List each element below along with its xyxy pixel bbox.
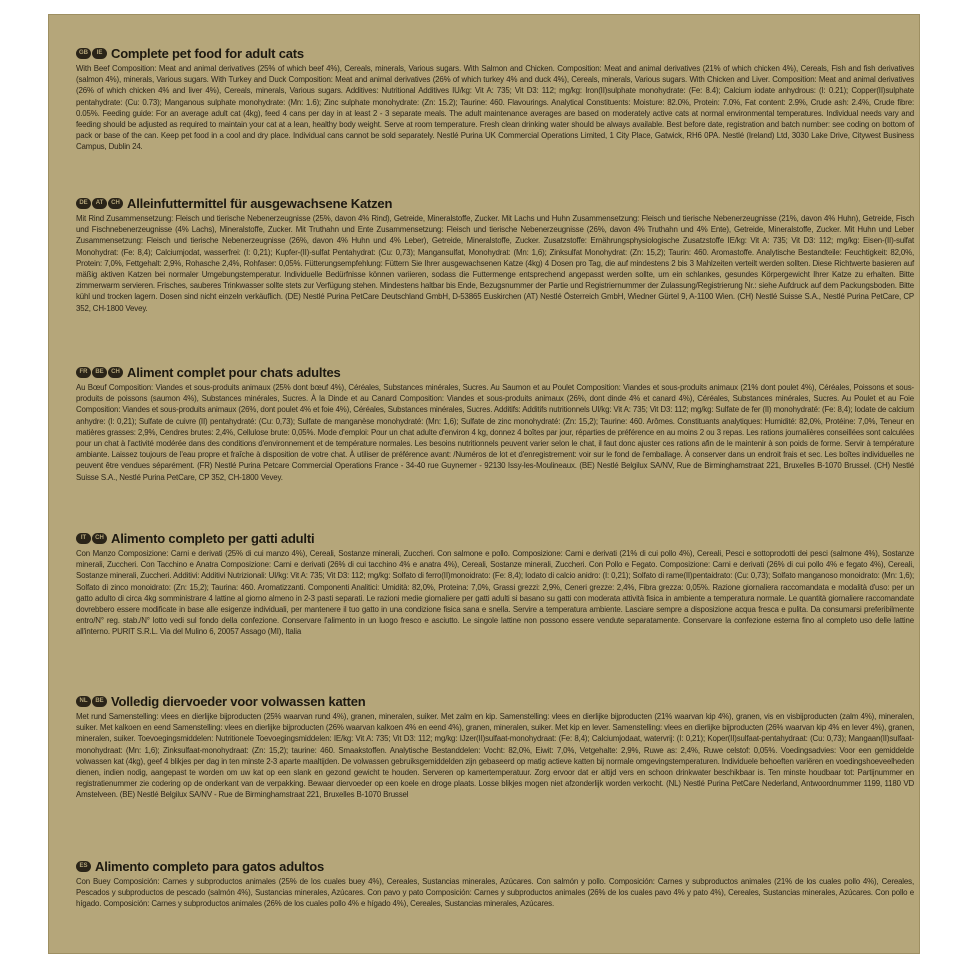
country-code-badge: ES: [76, 861, 91, 872]
section-fr: [76, 363, 914, 483]
label-panel: [48, 14, 920, 954]
section-heading: Complete pet food for adult cats: [111, 45, 304, 61]
section-heading: Alimento completo per gatti adulti: [111, 530, 315, 546]
country-badges: [76, 48, 108, 59]
section-heading: Aliment complet pour chats adultes: [127, 364, 341, 380]
country-badges: [76, 367, 124, 378]
section-header: [76, 44, 914, 62]
country-code-badge: FR: [76, 367, 91, 378]
country-code-badge: IT: [76, 533, 91, 544]
country-code-badge: BE: [92, 696, 107, 707]
section-body: Con Buey Composición: Carnes y subproductos animales (25% de los cuales buey 4%), Cereales, Sustancias minerales, Azúcares. Con salmón y pollo. Composición: Carnes y subproductos animales (21% de los cuales pollo 4%), Cereales, Pescados y subproductos de pescado (salmón 4%), Sustancias minerales, Azúcares. Con pavo y pato Composición: Carnes y subproductos animales (26% de los cuales pavo 4% y pato 4%), Cereales, Sustancias minerales, Azúcares. Con pollo e hígado. Composición: Carnes y subproductos animales (26% de los cuales pollo 4% e hígado 4%), Cereales, Sustancias minerales, Azúcares.: [76, 877, 914, 909]
country-code-badge: CH: [92, 533, 107, 544]
country-code-badge: GB: [76, 48, 91, 59]
country-code-badge: AT: [92, 198, 107, 209]
section-heading: Alleinfuttermittel für ausgewachsene Katzen: [127, 195, 393, 211]
section-en: [76, 44, 914, 153]
country-code-badge: DE: [76, 198, 91, 209]
section-body: Met rund Samenstelling: vlees en dierlijke bijproducten (25% waarvan rund 4%), granen, mineralen, suiker. Met zalm en kip. Samenstelling: vlees en dierlijke bijproducten (21% waarvan kip 4%), granen, vis en visbijproducten (zalm 4%), mineralen, suiker. Met kalkoen en eend Samenstelling: vlees en dierlijke bijproducten (26% waarvan kalkoen 4% en eend 4%), granen, mineralen, suiker. Met kip en lever. Samenstelling: vlees en dierlijke bijproducten (26% waarvan kip 4% en lever 4%), granen, mineralen, suiker. Toevoegingsmiddelen: Nutritionele Toevoegingsmiddelen: IE/kg: Vit A: 735; Vit D3: 112; mg/kg: IJzer(II)sulfaat-monohydraat: (Fe: 8,4); Calciumjodaat, watervrij: (I: 0,21); Koper(II)sulfaat-pentahydraat: (Cu: 0,73); Mangaan(II)sulfaat-monohydraat: (Mn: 1,6); Zinksulfaat-monohydraat: (Zn: 15,2); taurine: 460. Smaakstoffen. Analytische Bestanddelen: Vocht: 82,0%, Eiwit: 7,0%, Vetgehalte: 2,9%, Ruwe as: 2,4%, Ruwe celstof: 0,05%. Voedingsadvies: Voor een gemiddelde volwassen kat (4kg), geef 4 blikjes per dag in ten minste 2-3 aparte maaltijden. De volwassen gebruiksgemiddelden zijn gebaseerd op matig actieve katten bij normale omgevingstemperaturen. Individuele behoeften variëren en voedingshoeveelheden dienen, indien nodig, aangepast te worden om uw kat op een slank en gezond gewicht te houden. Serveren op kamertemperatuur. Zorg ervoor dat er altijd vers en schoon drinkwater beschikbaar is. Ten minste houdbaar tot: Partijnummer en registratienummer zie codering op de onderkant van de verpakking. Bewaar diervoeder op een koele en droge plaats. Losse blikjes mogen niet afzonderlijk worden verkocht. (NL) Nestlé Purina PetCare Nederland, Antwoordnummer 1199, 1180 VD Amstelveen. (BE) Nestlé Belgilux SA/NV - Rue de Birminghamstraat 221, Bruxelles B-1070 Brussel: [76, 712, 914, 800]
country-code-badge: CH: [108, 367, 123, 378]
country-badges: [76, 696, 108, 707]
section-header: [76, 194, 914, 212]
country-code-badge: IE: [92, 48, 107, 59]
section-header: [76, 857, 914, 875]
section-body: Mit Rind Zusammensetzung: Fleisch und tierische Nebenerzeugnisse (25%, davon 4% Rind), Getreide, Mineralstoffe, Zucker. Mit Lachs und Huhn Zusammensetzung: Fleisch und tierische Nebenerzeugnisse (21%, davon 4% Huhn), Getreide, Fisch und Fischnebenerzeugnisse (4% Lachs), Mineralstoffe, Zucker. Mit Truthahn und Ente Zusammensetzung: Fleisch und tierische Nebenerzeugnisse (26%, davon 4% Truthahn und 4% Ente), Getreide, Mineralstoffe, Zucker. Mit Huhn und Leber Zusammensetzung: Fleisch und tierische Nebenerzeugnisse (26%, davon 4% Huhn und 4% Leber), Getreide, Mineralstoffe, Zucker. Zusatzstoffe: Ernährungsphysiologische Zusatzstoffe IE/kg: Vit A: 735; Vit D3: 112; mg/kg: Eisen-(II)-sulfat Monohydrat: (Fe: 8,4); Calciumjodat, wasserfrei: (I: 0,21); Kupfer-(II)-sulfat Pentahydrat: (Cu: 0,73); Mangansulfat, Monohydrat: (Mn: 1,6); Zinksulfat Monohydrat: (Zn: 15,2); Taurin: 460. Aromastoffe. Analytische Bestandteile: Feuchtigkeit: 82,0%, Protein: 7,0%, Fettgehalt: 2,9%, Rohasche 2,4%, Rohfaser: 0,05%. Fütterungsempfehlung: Füttern Sie Ihrer ausgewachsenen Katze (4kg) 4 Dosen pro Tag, die auf mindestens 2 bis 3 Mahlzeiten verteilt werden sollten. Diese Richtwerte basieren auf mäßig aktiven Katzen bei normaler Umgebungstemperatur. Individuelle Bedürfnisse können variieren, sodass die Futtermenge entsprechend angepasst werden sollte, um ein schlankes, gesundes Körpergewicht Ihrer Katze zu erhalten. Bitte zimmerwarm servieren. Frisches, sauberes Trinkwasser sollte stets zur Verfügung stehen. Mindestens haltbar bis Ende, Bezugsnummer der Partie und Registriernummer der Zulassung/Registrierung Nr.: siehe Aufdruck auf dem Packungsboden. Bitte kühl und trocken lagern. Dosen sind nicht einzeln verkäuflich. (DE) Nestlé Purina PetCare Deutschland GmbH, D-53865 Euskirchen (AT) Nestlé Österreich GmbH, Wiedner Gürtel 9, A-1100 Wien. (CH) Nestlé Suisse S.A., Nestlé Purina PetCare, CP 352, CH-1800 Vevey.: [76, 214, 914, 313]
country-badges: [76, 198, 124, 209]
section-es: [76, 857, 914, 910]
section-body: With Beef Composition: Meat and animal derivatives (25% of which beef 4%), Cereals, minerals, Various sugars. With Salmon and Chicken. Composition: Meat and animal derivatives (21% of which chicken 4%), Cereals, Fish and fish derivatives (salmon 4%), minerals, Various sugars. With Turkey and Duck Composition: Meat and animal derivatives (26% of which turkey 4% and duck 4%), Cereals, minerals, Various sugars. With Chicken and Liver. Composition: Meat and animal derivatives (26% of which chicken 4% and liver 4%), Cereals, minerals, Various sugars. Additives: Nutritional Additives IU/kg: Vit A: 735; Vit D3: 112; mg/kg: Iron(II)sulphate monohydrate: (Fe: 8.4); Calcium iodate anhydrous: (I: 0.21); Copper(II)sulphate pentahydrate: (Cu: 0.73); Manganous sulphate monohydrate: (Mn: 1.6); Zinc sulphate monohydrate: (Zn: 15.2); Taurine: 460. Flavourings. Analytical Constituents: Moisture: 82.0%, Protein: 7.0%, Fat content: 2.9%, Crude ash: 2.4%, Crude fibre: 0.05%. Feeding guide: For an average adult cat (4kg), feed 4 cans per day in at least 2 - 3 separate meals. The adult maintenance averages are based on moderately active cats at normal environmental temperatures. Individual needs vary and feeding should be adjusted as required to maintain your cat at a lean, healthy body weight. Serve at room temperature. Fresh clean drinking water should be always available. Best before date, registration and batch number: see coding on bottom of pack or base of the can. Keep pet food in a cool and dry place. Individual cans cannot be sold separately. Nestlé Purina UK Commercial Operations Limited, 1 City Place, Gatwick, RH6 0PA. Nestlé (Ireland) Ltd, 3030 Lake Drive, Citywest Business Campus, Dublin 24.: [76, 64, 914, 152]
country-badges: [76, 533, 108, 544]
country-code-badge: NL: [76, 696, 91, 707]
section-it: [76, 529, 914, 638]
country-badges: [76, 861, 92, 872]
section-header: [76, 529, 914, 547]
section-heading: Alimento completo para gatos adultos: [95, 858, 324, 874]
section-body: Con Manzo Composizione: Carni e derivati (25% di cui manzo 4%), Cereali, Sostanze minerali, Zuccheri. Con salmone e pollo. Composizione: Carni e derivati (21% di cui pollo 4%), Cereali, Pesci e sottoprodotti dei pesci (salmone 4%), Sostanze minerali, Zuccheri. Con Tacchino e Anatra Composizione: Carni e derivati (26% di cui tacchino 4% e anatra 4%), Cereali, Sostanze minerali, Zuccheri. Con Pollo e Fegato. Composizione: Carni e derivati (26% di cui pollo 4% e fegato 4%), Cereali, Sostanze minerali, Zuccheri. Additivi: Additivi Nutrizionali: UI/kg: Vit A: 735; Vit D3: 112; mg/kg: Solfato di ferro(II)monoidrato: (Fe: 8,4); Iodato di calcio anidro: (I: 0,21); Solfato di rame(II)pentaidrato: (Cu: 0,73); Solfato manganoso monoidrato: (Mn: 1,6); Solfato di zinco monoidrato: (Zn: 15,2); Taurina: 460. Aromatizzanti. Componenti Analitici: Umidità: 82,0%, Proteina: 7,0%, Grassi grezzi: 2,9%, Ceneri grezze: 2,4%, Fibra grezza: 0,05%. Razione giornaliera raccomandata e modalità d'uso: per un gatto adulto di circa 4kg somministrare 4 lattine al giorno almeno in 2-3 pasti separati. Le razioni medie giornaliere per gatti adulti si basano su gatti con moderata attività fisica in ambiente a temperatura normale. Le quantità giornaliere raccomandate dovrebbero essere modificate in base alle esigenze individuali, per mantenere il tuo gatto in una condizione fisica sana e snella. Servire a temperatura ambiente. Lasciare sempre a disposizione acqua fresca e pulita. Da consumarsi preferibilmente entro/N° reg. stab./N° lotto vedi sul fondo della confezione. Conservare l'alimento in un luogo fresco e asciutto. Le singole lattine non possono essere vendute separatamente. Conservare la confezione esterna fino al completo uso delle lattine all'interno. PURIT S.R.L. Via del Mulino 6, 20057 Assago (MI), Italia: [76, 549, 914, 637]
section-header: [76, 363, 914, 381]
section-heading: Volledig diervoeder voor volwassen katten: [111, 693, 366, 709]
section-body: Au Bœuf Composition: Viandes et sous-produits animaux (25% dont bœuf 4%), Céréales, Substances minérales, Sucres. Au Saumon et au Poulet Composition: Viandes et sous-produits animaux (21% dont poulet 4%), Céréales, Poissons et sous-produits de poissons (saumon 4%), Substances minérales, Sucres. À la Dinde et au Canard Composition: Viandes et sous-produits animaux (26%, dont dinde 4% et canard 4%), Céréales, Substances minérales, Sucres. Au Poulet et au Foie Composition: Viandes et sous-produits animaux (26%, dont poulet 4% et foie 4%), Céréales, Substances minérales, Sucres. Additifs: Additifs nutritionnels UI/kg: Vit A: 735; Vit D3: 112; mg/kg: Sulfate de fer (II) monohydraté: (Fe: 8,4); Iodate de calcium anhydre: (I: 0,21); Sulfate de cuivre (II) pentahydraté: (Cu: 0,73); Sulfate de manganèse monohydraté: (Mn: 1,6); Sulfate de zinc monohydraté: (Zn: 15,2); Taurine: 460. Arômes. Constituants analytiques: Humidité: 82,0%, Protéine: 7,0%, Teneur en matières grasses: 2,9%, Cendres brutes: 2,4%, Cellulose brute: 0,05%. Mode d'emploi: Pour un chat adulte d'environ 4 kg, donnez 4 boîtes par jour, réparties de préférence en au moins 2 ou 3 repas. Les rations journalières conseillées sont calculées pour un chat à l'activité modérée dans des conditions d'environnement et de température normales. Les besoins nutritionnels peuvent varier selon le chat, il faut donc ajuster ces rations afin de le maintenir à son poids de forme. Servir à température ambiante. Laissez toujours de l'eau propre et fraîche à disposition de votre chat. À utiliser de préférence avant: /Numéros de lot et d'enregistrement: voir sur le fond de l'emballage. À conserver dans un endroit frais et sec. Les boîtes individuelles ne peuvent être vendues séparément. (FR) Nestlé Purina Petcare Commercial Operations France - 34-40 rue Guynemer - 92130 Issy-les-Moulineaux. (BE) Nestlé Belgilux SA/NV, Rue de Birminghamstraat 221, Bruxelles B-1070 Brussel. (CH) Nestlé Suisse S.A., Nestlé Purina PetCare, CP 352, CH-1800 Vevey.: [76, 383, 914, 482]
country-code-badge: BE: [92, 367, 107, 378]
section-nl: [76, 692, 914, 801]
country-code-badge: CH: [108, 198, 123, 209]
section-header: [76, 692, 914, 710]
section-de: [76, 194, 914, 314]
